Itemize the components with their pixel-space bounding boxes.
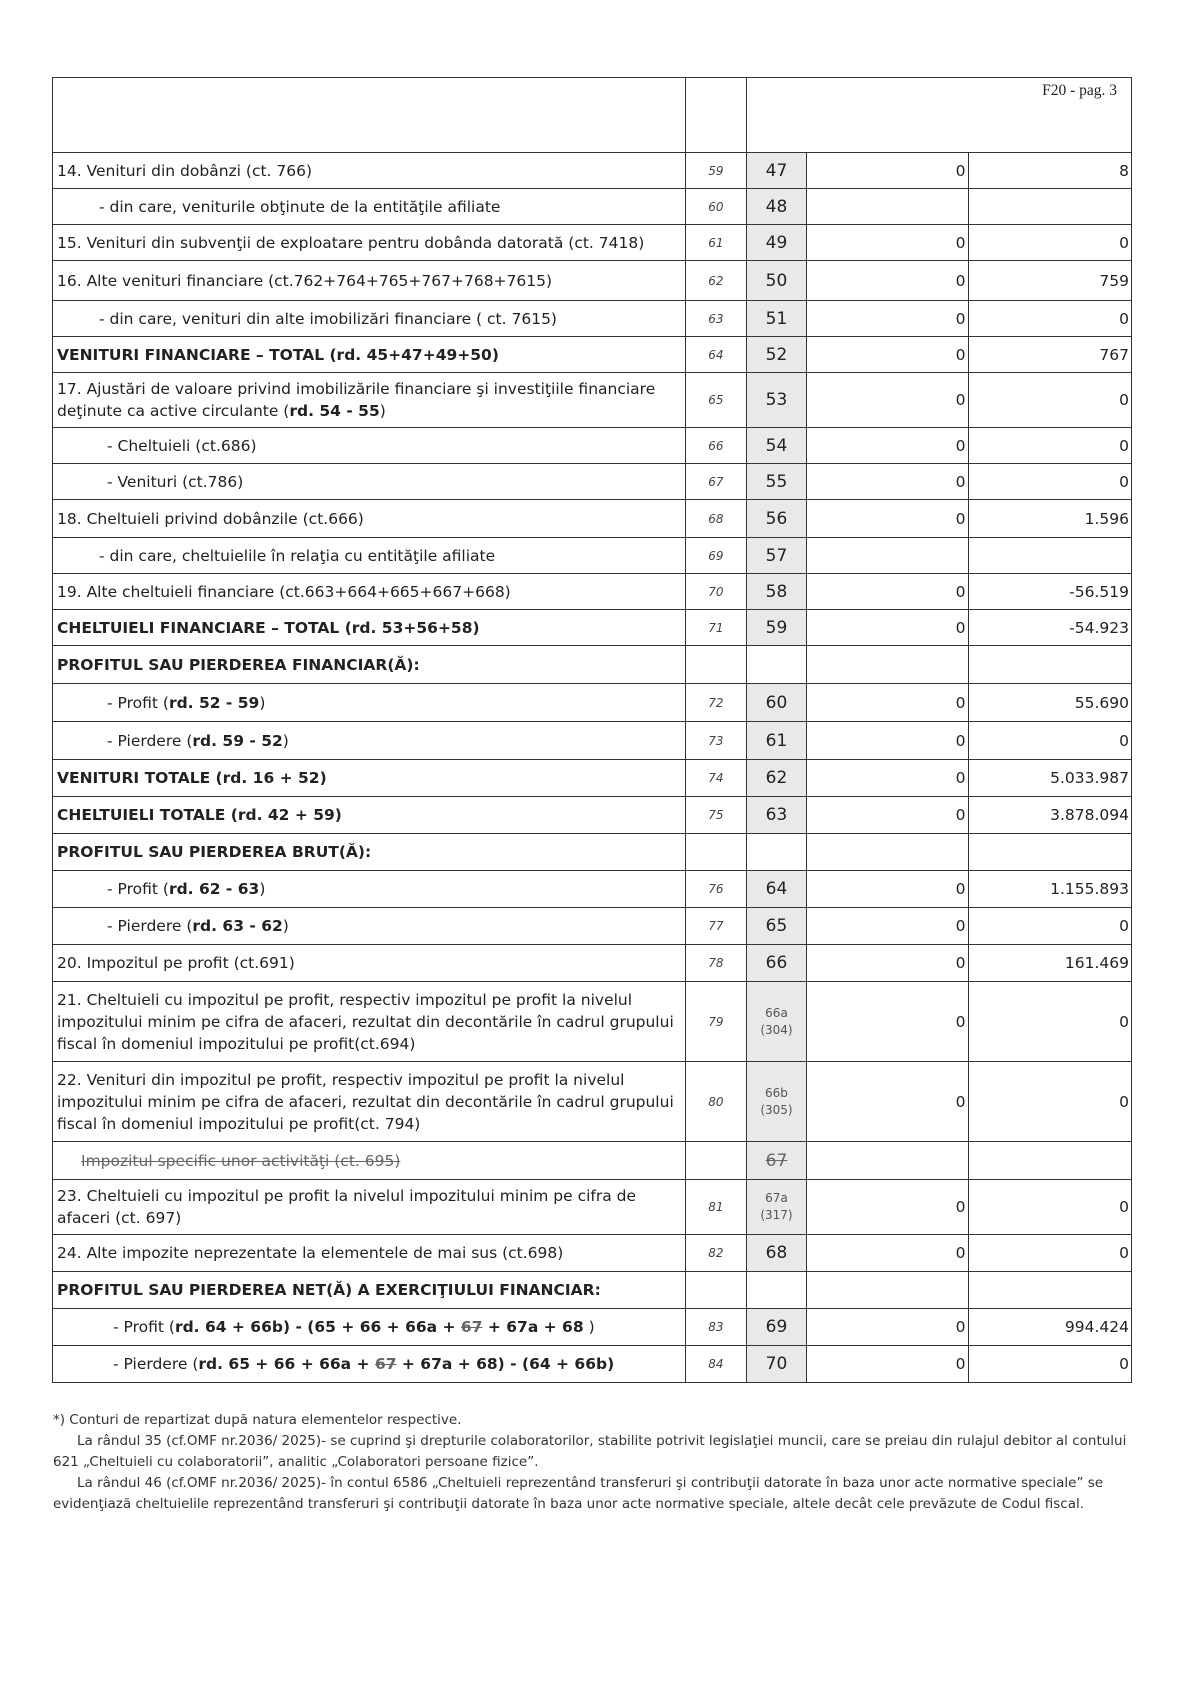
empty-cell <box>968 646 1131 684</box>
value-curr: 0 <box>968 982 1131 1062</box>
row-nr: 74 <box>686 760 747 797</box>
row-nr: 73 <box>686 722 747 760</box>
table-row <box>53 153 1132 189</box>
row-code: 62 <box>746 760 807 797</box>
value-curr: 0 <box>968 225 1131 261</box>
value-prev: 0 <box>807 1062 968 1142</box>
row-label-text: - Profit ( <box>107 880 169 898</box>
row-code: 48 <box>746 189 807 225</box>
row-code: 69 <box>746 1309 807 1346</box>
value-prev: 0 <box>807 337 968 373</box>
value-curr: 0 <box>968 1062 1131 1142</box>
row-code <box>746 1180 807 1235</box>
table-row <box>53 1235 1132 1272</box>
row-label-end: ) <box>259 693 266 712</box>
row-code: 52 <box>746 337 807 373</box>
value-prev: 0 <box>807 871 968 908</box>
row-code-main: 66b <box>765 1085 788 1100</box>
row-nr: 83 <box>686 1309 747 1346</box>
value-prev: 0 <box>807 722 968 760</box>
table-row <box>53 871 1132 908</box>
empty-cell <box>686 646 747 684</box>
value-curr: 1.596 <box>968 500 1131 538</box>
row-code-main: 66a <box>765 1005 788 1020</box>
row-code: 50 <box>746 261 807 301</box>
table-row <box>53 1309 1132 1346</box>
value-curr: -56.519 <box>968 574 1131 610</box>
row-label-end: ) <box>379 402 386 420</box>
table-row <box>53 464 1132 500</box>
value-curr: 994.424 <box>968 1309 1131 1346</box>
row-label <box>53 684 686 722</box>
value-prev: 0 <box>807 153 968 189</box>
value-curr: 161.469 <box>968 945 1131 982</box>
footnotes <box>53 1410 1133 1515</box>
value-prev: 0 <box>807 760 968 797</box>
row-label <box>53 908 686 945</box>
row-label <box>53 373 686 428</box>
row-label: - din care, venituri din alte imobilizări financiare ( ct. 7615) <box>53 301 686 337</box>
value-curr <box>968 1142 1131 1180</box>
value-prev <box>807 1142 968 1180</box>
row-code: 57 <box>746 538 807 574</box>
table-row <box>53 1180 1132 1235</box>
header-cell <box>686 78 747 153</box>
row-formula: rd. 62 - 63 <box>168 880 260 898</box>
value-prev: 0 <box>807 610 968 646</box>
row-code: 53 <box>746 373 807 428</box>
value-prev: 0 <box>807 261 968 301</box>
row-label: 20. Impozitul pe profit (ct.691) <box>53 945 686 982</box>
row-label: VENITURI FINANCIARE – TOTAL (rd. 45+47+49+50) <box>53 337 686 373</box>
row-nr: 75 <box>686 797 747 834</box>
empty-cell <box>686 834 747 871</box>
row-code: 70 <box>746 1346 807 1383</box>
row-code: 58 <box>746 574 807 610</box>
value-curr: 759 <box>968 261 1131 301</box>
table-row <box>53 1062 1132 1142</box>
row-code: 61 <box>746 722 807 760</box>
value-prev: 0 <box>807 684 968 722</box>
row-label: 14. Venituri din dobânzi (ct. 766) <box>53 153 686 189</box>
row-nr: 64 <box>686 337 747 373</box>
row-code <box>746 1062 807 1142</box>
row-nr: 78 <box>686 945 747 982</box>
row-label: - Cheltuieli (ct.686) <box>53 428 686 464</box>
row-nr: 81 <box>686 1180 747 1235</box>
row-nr: 76 <box>686 871 747 908</box>
empty-cell <box>807 834 968 871</box>
value-prev: 0 <box>807 428 968 464</box>
row-label <box>53 871 686 908</box>
row-code: 51 <box>746 301 807 337</box>
value-curr: 0 <box>968 1346 1131 1383</box>
row-nr: 63 <box>686 301 747 337</box>
row-formula-part2: + 67a + 68 <box>482 1318 584 1336</box>
row-code: 64 <box>746 871 807 908</box>
row-label <box>53 1309 686 1346</box>
row-label: 23. Cheltuieli cu impozitul pe profit la nivelul impozitului minim pe cifra de afaceri (ct. 697) <box>53 1180 686 1235</box>
table-row <box>53 1346 1132 1383</box>
empty-cell <box>968 1272 1131 1309</box>
row-code: 49 <box>746 225 807 261</box>
row-label-text: - Profit ( <box>113 1318 175 1336</box>
row-code-sub: (305) <box>760 1102 793 1117</box>
row-nr: 71 <box>686 610 747 646</box>
row-label <box>53 1346 686 1383</box>
row-label-text: - Pierdere ( <box>107 917 193 935</box>
value-curr: 8 <box>968 153 1131 189</box>
value-curr: 0 <box>968 722 1131 760</box>
row-nr: 72 <box>686 684 747 722</box>
table-row <box>53 797 1132 834</box>
row-label: 18. Cheltuieli privind dobânzile (ct.666) <box>53 500 686 538</box>
row-label: - din care, veniturile obţinute de la entităţile afiliate <box>53 189 686 225</box>
table-row <box>53 428 1132 464</box>
row-nr: 65 <box>686 373 747 428</box>
row-formula-part1: rd. 64 + 66b) - (65 + 66 + 66a + <box>174 1318 461 1336</box>
row-code-sub: (317) <box>760 1208 793 1222</box>
row-code: 65 <box>746 908 807 945</box>
page-tag: F20 - pag. 3 <box>746 78 1131 153</box>
row-formula: rd. 59 - 52 <box>192 731 283 750</box>
row-label: 16. Alte venituri financiare (ct.762+764+765+767+768+7615) <box>53 261 686 301</box>
row-label: CHELTUIELI TOTALE (rd. 42 + 59) <box>53 797 686 834</box>
value-curr <box>968 538 1131 574</box>
value-curr: 55.690 <box>968 684 1131 722</box>
row-label <box>53 1142 686 1180</box>
row-nr: 82 <box>686 1235 747 1272</box>
row-code: 54 <box>746 428 807 464</box>
table-row <box>53 373 1132 428</box>
table-row <box>53 982 1132 1062</box>
value-curr: 0 <box>968 428 1131 464</box>
row-label-end: ) <box>259 880 266 898</box>
row-label-text: - Pierdere ( <box>113 1355 199 1373</box>
value-prev: 0 <box>807 1235 968 1272</box>
value-prev: 0 <box>807 1346 968 1383</box>
row-nr: 61 <box>686 225 747 261</box>
value-curr: 1.155.893 <box>968 871 1131 908</box>
row-label: 15. Venituri din subvenţii de exploatare pentru dobânda datorată (ct. 7418) <box>53 225 686 261</box>
row-code-sub: (304) <box>760 1022 793 1037</box>
table-row <box>53 684 1132 722</box>
section-heading: PROFITUL SAU PIERDEREA BRUT(Ă): <box>53 834 686 871</box>
row-formula: rd. 63 - 62 <box>192 917 283 935</box>
value-prev: 0 <box>807 1309 968 1346</box>
value-curr: 0 <box>968 1235 1131 1272</box>
row-label: VENITURI TOTALE (rd. 16 + 52) <box>53 760 686 797</box>
footnote: *) Conturi de repartizat după natura elementelor respective. <box>53 1412 462 1428</box>
table-row <box>53 538 1132 574</box>
row-nr: 60 <box>686 189 747 225</box>
table-row <box>53 500 1132 538</box>
row-code-struck: 67 <box>765 1150 788 1171</box>
empty-cell <box>807 1272 968 1309</box>
value-prev <box>807 538 968 574</box>
value-prev: 0 <box>807 945 968 982</box>
row-label <box>53 722 686 760</box>
row-label-text: - Profit ( <box>107 693 169 712</box>
table-row <box>53 610 1132 646</box>
value-prev: 0 <box>807 301 968 337</box>
table-row <box>53 760 1132 797</box>
value-prev: 0 <box>807 464 968 500</box>
row-label-text: - Pierdere ( <box>107 731 193 750</box>
row-nr <box>686 1142 747 1180</box>
row-nr: 79 <box>686 982 747 1062</box>
value-curr <box>968 189 1131 225</box>
value-curr: -54.923 <box>968 610 1131 646</box>
table-row <box>53 261 1132 301</box>
row-nr: 66 <box>686 428 747 464</box>
table-row <box>53 574 1132 610</box>
row-code: 47 <box>746 153 807 189</box>
row-nr: 69 <box>686 538 747 574</box>
row-label: 19. Alte cheltuieli financiare (ct.663+664+665+667+668) <box>53 574 686 610</box>
table-row <box>53 646 1132 684</box>
table-row <box>53 225 1132 261</box>
row-label: - Venituri (ct.786) <box>53 464 686 500</box>
value-curr: 5.033.987 <box>968 760 1131 797</box>
table-row <box>53 1272 1132 1309</box>
row-nr: 70 <box>686 574 747 610</box>
value-prev: 0 <box>807 982 968 1062</box>
value-prev <box>807 189 968 225</box>
row-code-main: 67a <box>765 1191 788 1205</box>
row-formula-struck: 67 <box>374 1355 397 1373</box>
row-label: - din care, cheltuielile în relaţia cu entităţile afiliate <box>53 538 686 574</box>
row-nr: 59 <box>686 153 747 189</box>
row-nr: 80 <box>686 1062 747 1142</box>
row-nr: 84 <box>686 1346 747 1383</box>
value-curr: 767 <box>968 337 1131 373</box>
row-nr: 62 <box>686 261 747 301</box>
empty-cell <box>746 646 807 684</box>
row-formula: rd. 54 - 55 <box>289 402 380 420</box>
row-code: 59 <box>746 610 807 646</box>
table-row <box>53 908 1132 945</box>
row-nr: 77 <box>686 908 747 945</box>
row-label-end: ) <box>282 731 289 750</box>
row-formula-struck: 67 <box>460 1318 483 1336</box>
row-formula-part2: + 67a + 68) - (64 + 66b) <box>396 1355 615 1373</box>
value-prev: 0 <box>807 500 968 538</box>
row-label: 22. Venituri din impozitul pe profit, respectiv impozitul pe profit la nivelul impozitului minim pe cifra de afaceri, rezultat din decontările în cadrul grupului fiscal în domeniul impozitului pe profit(ct. 794) <box>53 1062 686 1142</box>
row-nr: 68 <box>686 500 747 538</box>
table-row <box>53 337 1132 373</box>
value-curr: 0 <box>968 908 1131 945</box>
value-prev: 0 <box>807 908 968 945</box>
row-code <box>746 1142 807 1180</box>
row-label-text: 17. Ajustări de valoare privind imobilizările financiare şi investiţiile financiare deţinute ca active circulante ( <box>57 380 656 420</box>
row-formula-part1: rd. 65 + 66 + 66a + <box>198 1355 375 1373</box>
row-label-end: ) <box>583 1318 595 1336</box>
table-row <box>53 189 1132 225</box>
row-label-struck: Impozitul specific unor activităţi (ct. 695) <box>81 1151 401 1170</box>
row-label-end: ) <box>282 917 289 935</box>
footnote: La rândul 46 (cf.OMF nr.2036/ 2025)- în contul 6586 „Cheltuieli reprezentând transferuri şi contribuţii datorate în baza unor acte normative speciale” se evidenţiază cheltuielile reprezentând transferuri şi contribuţii datorate în baza unor acte normative speciale, altele decât cele prevăzute de Codul fiscal. <box>53 1475 1104 1512</box>
empty-cell <box>746 834 807 871</box>
value-curr: 0 <box>968 1180 1131 1235</box>
section-heading: PROFITUL SAU PIERDEREA NET(Ă) A EXERCIŢIULUI FINANCIAR: <box>53 1272 686 1309</box>
table-row <box>53 301 1132 337</box>
table-row <box>53 722 1132 760</box>
row-label: CHELTUIELI FINANCIARE – TOTAL (rd. 53+56+58) <box>53 610 686 646</box>
value-prev: 0 <box>807 797 968 834</box>
row-nr: 67 <box>686 464 747 500</box>
row-code: 63 <box>746 797 807 834</box>
value-prev: 0 <box>807 1180 968 1235</box>
financial-results-table <box>52 77 1132 1383</box>
row-label: 21. Cheltuieli cu impozitul pe profit, respectiv impozitul pe profit la nivelul impozitului minim pe cifra de afaceri, rezultat din decontările în cadrul grupului fiscal în domeniul impozitului pe profit(ct.694) <box>53 982 686 1062</box>
empty-cell <box>968 834 1131 871</box>
table-row <box>53 834 1132 871</box>
value-curr: 0 <box>968 373 1131 428</box>
row-code: 60 <box>746 684 807 722</box>
empty-cell <box>686 1272 747 1309</box>
value-prev: 0 <box>807 373 968 428</box>
table-header-row <box>53 78 1132 153</box>
value-curr: 0 <box>968 464 1131 500</box>
header-cell <box>53 78 686 153</box>
footnote: La rândul 35 (cf.OMF nr.2036/ 2025)- se cuprind şi drepturile colaboratorilor, stabilite potrivit legislaţiei muncii, care se preiau din rulajul debitor al contului 621 „Cheltuieli cu colaboratorii”, analitic „Colaboratori persoane fizice”. <box>53 1433 1127 1470</box>
row-label: 24. Alte impozite neprezentate la elementele de mai sus (ct.698) <box>53 1235 686 1272</box>
row-code: 66 <box>746 945 807 982</box>
empty-cell <box>807 646 968 684</box>
row-code: 56 <box>746 500 807 538</box>
value-curr: 0 <box>968 301 1131 337</box>
row-code <box>746 982 807 1062</box>
value-prev: 0 <box>807 225 968 261</box>
table-row <box>53 1142 1132 1180</box>
value-prev: 0 <box>807 574 968 610</box>
row-formula: rd. 52 - 59 <box>168 693 260 712</box>
section-heading: PROFITUL SAU PIERDEREA FINANCIAR(Ă): <box>53 646 686 684</box>
empty-cell <box>746 1272 807 1309</box>
value-curr: 3.878.094 <box>968 797 1131 834</box>
table-row <box>53 945 1132 982</box>
row-code: 68 <box>746 1235 807 1272</box>
row-code: 55 <box>746 464 807 500</box>
